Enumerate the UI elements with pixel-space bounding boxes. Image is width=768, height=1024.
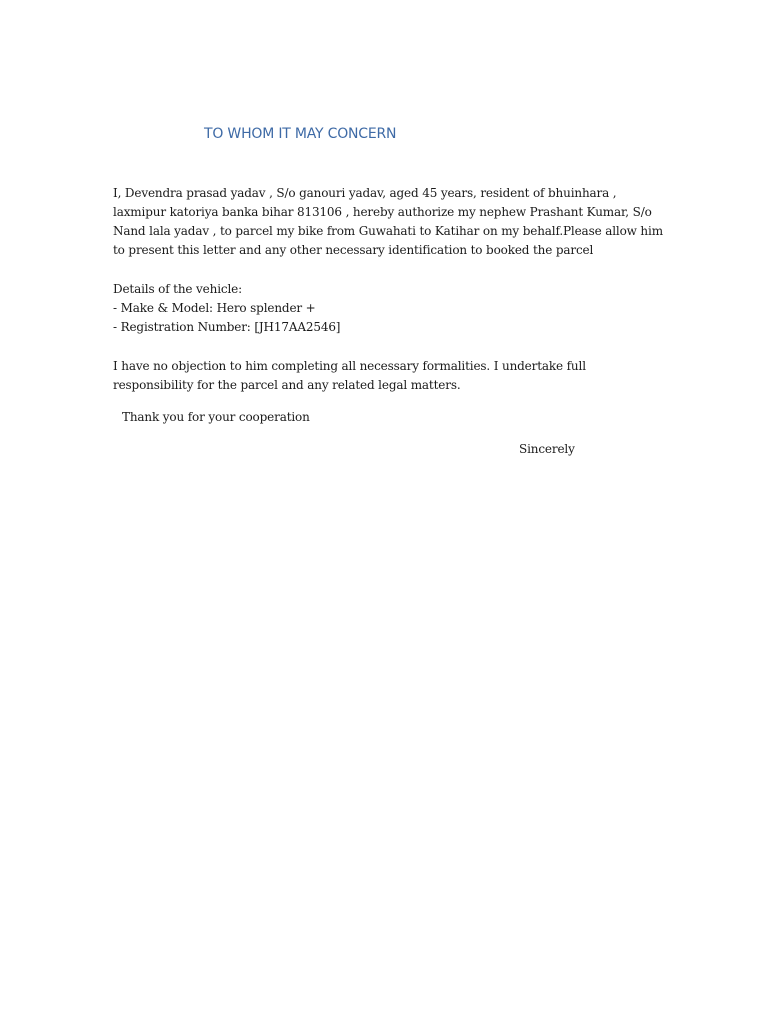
details-registration: - Registration Number: [JH17AA2546] bbox=[113, 320, 341, 334]
objection-line: responsibility for the parcel and any related legal matters. bbox=[113, 378, 461, 392]
intro-line: Nand lala yadav , to parcel my bike from Guwahati to Katihar on my behalf.Please allow him bbox=[113, 224, 663, 238]
details-heading: Details of the vehicle: bbox=[113, 282, 242, 296]
objection-paragraph bbox=[113, 357, 586, 395]
intro-paragraph bbox=[113, 184, 663, 260]
intro-line: I, Devendra prasad yadav , S/o ganouri yadav, aged 45 years, resident of bhuinhara , bbox=[113, 186, 617, 200]
details-make-model: - Make & Model: Hero splender + bbox=[113, 301, 316, 315]
intro-line: to present this letter and any other necessary identification to booked the parcel bbox=[113, 243, 594, 257]
thanks-line: Thank you for your cooperation bbox=[122, 410, 310, 424]
letter-title: TO WHOM IT MAY CONCERN bbox=[204, 126, 397, 142]
vehicle-details bbox=[113, 280, 340, 337]
objection-line: I have no objection to him completing all necessary formalities. I undertake full bbox=[113, 359, 586, 373]
intro-line: laxmipur katoriya banka bihar 813106 , hereby authorize my nephew Prashant Kumar, S/o bbox=[113, 205, 652, 219]
sign-off: Sincerely bbox=[519, 442, 575, 456]
